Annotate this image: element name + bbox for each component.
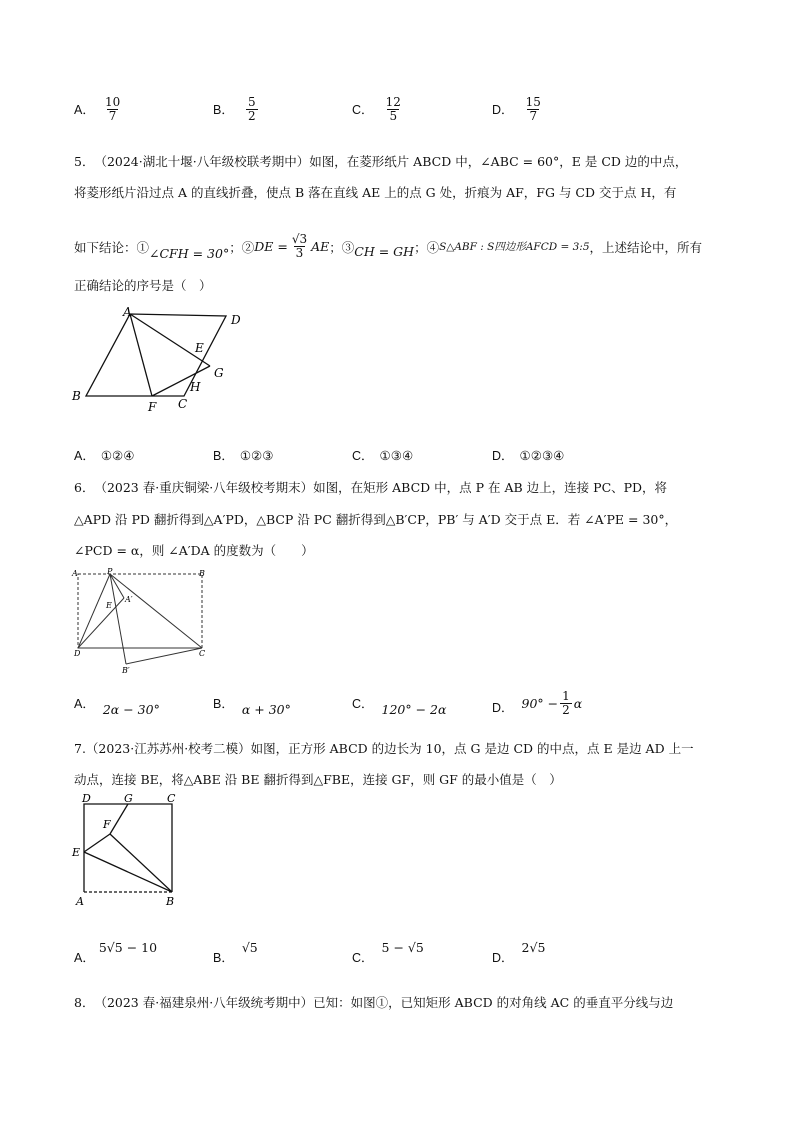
q7-label-f: F	[103, 818, 111, 831]
q6-label-a-prime: A′	[125, 595, 133, 604]
q5-line-4: 正确结论的序号是（ ）	[74, 278, 212, 293]
q6-line-pc	[110, 574, 202, 648]
q7-label-g: G	[124, 792, 133, 805]
q4-option-b-fraction: $\frac{5}{2}$	[247, 95, 256, 123]
q7-line-fg	[110, 804, 128, 834]
q5-line-fg	[152, 366, 210, 396]
q4-option-a-fraction: $\frac{10}{7}$	[104, 95, 121, 123]
q6-option-a: A． 2α − 30°	[74, 697, 160, 717]
q6-option-d-fraction: $\frac{1}{2}$	[562, 689, 570, 717]
q4-option-d-fraction: $\frac{15}{7}$	[525, 95, 541, 123]
q6-line-3: ∠PCD = α，则 ∠A′DA 的度数为（ ）	[74, 543, 314, 558]
q4-option-a: A． $\frac{10}{7}$	[74, 95, 121, 123]
q6-label-b-prime: B′	[122, 666, 130, 675]
q5-conclusion-2-right: AE	[311, 239, 330, 254]
q8-line-1: 8． （2023 春·福建泉州·八年级统考期中）已知：如图①，已知矩形 ABCD 的对角线 AC 的垂直平分线与边	[74, 995, 674, 1010]
q7-label-c: C	[167, 792, 176, 805]
q7-line-1: 7.（2023·江苏苏州·校考二模）如图，正方形 ABCD 的边长为 10，点 G 是边 CD 的中点，点 E 是边 AD 上一	[74, 741, 694, 756]
q6-line-da2	[78, 598, 124, 648]
q6-option-c: C． 120° − 2α	[352, 697, 447, 717]
q6-line-1: 6． （2023 春·重庆铜梁·八年级校考期末）如图，在矩形 ABCD 中，点 P 在 AB 边上，连接 PC、PD，将	[74, 480, 668, 495]
q5-rhombus-outline	[86, 314, 226, 396]
q5-label-f: F	[148, 400, 157, 414]
q6-label-b: B	[199, 569, 205, 578]
q5-option-a: A． ①②④	[74, 448, 135, 463]
q5-line-1: 5． （2024·湖北十堰·八年级校联考期中）如图，在菱形纸片 ABCD 中，∠ABC = 60°，E 是 CD 边的中点，	[74, 154, 688, 169]
q5-label-e: E	[195, 341, 204, 355]
q6-rectangle-dashed	[78, 574, 202, 648]
q7-label-e: E	[72, 846, 81, 859]
q7-line-ef	[84, 834, 110, 852]
q6-option-b: B． α + 30°	[213, 697, 291, 717]
q6-label-p: P	[107, 567, 113, 576]
q7-option-a: A．5√5 − 10	[74, 940, 158, 965]
q5-conclusion-1: ∠CFH = 30°	[149, 246, 230, 261]
q4-option-b: B． $\frac{5}{2}$	[213, 95, 256, 123]
q6-line-b2c	[126, 648, 202, 664]
q6-label-a: A	[72, 569, 78, 578]
q5-line-3: 如下结论：① ∠CFH = 30° ；② DE = $\frac{√3}{3}$ AE ；③ CH = GH ；④ S△ABF : S四边形AFCD = 3:5 ，上述结论中，所有	[74, 232, 703, 261]
q5-label-d: D	[231, 313, 241, 327]
q5-label-b: B	[72, 389, 81, 403]
q6-line-2: △APD 沿 PD 翻折得到△A′PD，△BCP 沿 PC 翻折得到△B′CP，PB′ 与 A′D 交于点 E．若 ∠A′PE = 30°，	[74, 512, 678, 527]
q5-label-c: C	[178, 397, 188, 411]
q5-option-b: B． ①②③	[213, 448, 274, 463]
q5-conclusion-4: S△ABF : S四边形AFCD = 3:5	[439, 241, 590, 253]
q7-label-b: B	[166, 895, 175, 908]
q4-option-d: D． $\frac{15}{7}$	[492, 95, 541, 123]
q7-line-2: 动点，连接 BE，将△ABE 沿 BE 翻折得到△FBE，连接 GF，则 GF 的最小值是（ ）	[74, 772, 562, 787]
q6-line-pd	[78, 574, 110, 648]
q6-label-c: C	[199, 649, 206, 658]
q7-line-fb	[110, 834, 172, 892]
q7-option-c: C．5 − √5	[352, 940, 424, 965]
q5-label-g: G	[214, 366, 224, 380]
q7-option-b: B．√5	[213, 940, 258, 965]
q7-square-figure	[70, 792, 190, 910]
q5-rhombus-figure	[66, 300, 246, 420]
q6-label-e: E	[106, 601, 112, 610]
q5-option-d: D． ①②③④	[492, 448, 565, 463]
q4-option-c: C． $\frac{12}{5}$	[352, 95, 401, 123]
q5-conclusion-2-fraction: $\frac{√3}{3}$	[291, 232, 308, 260]
q7-label-d: D	[82, 792, 91, 805]
q5-conclusion-3: CH = GH	[354, 244, 415, 259]
q6-rectangle-figure	[68, 566, 218, 678]
q5-conclusion-2-left: DE =	[254, 239, 288, 254]
q6-label-d: D	[74, 649, 81, 658]
q7-label-a: A	[76, 895, 84, 908]
q5-option-c: C． ①③④	[352, 448, 414, 463]
q7-line-eb	[84, 852, 172, 892]
q7-option-d: D．2√5	[492, 940, 546, 965]
q5-line-2: 将菱形纸片沿过点 A 的直线折叠，使点 B 落在直线 AE 上的点 G 处，折痕为 AF，FG 与 CD 交于点 H，有	[74, 185, 677, 200]
q5-label-a: A	[123, 305, 132, 319]
q5-label-h: H	[190, 380, 201, 394]
q6-option-d: D． 90° − $\frac{1}{2}$ α	[492, 689, 583, 717]
q4-option-c-fraction: $\frac{12}{5}$	[385, 95, 401, 123]
